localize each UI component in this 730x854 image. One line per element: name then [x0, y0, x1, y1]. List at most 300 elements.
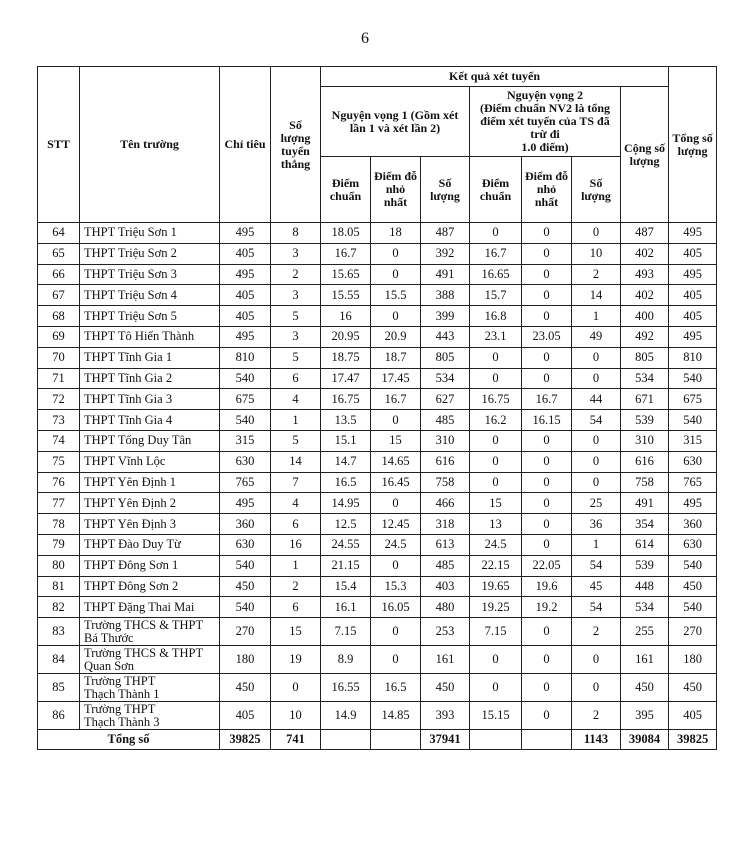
cell-nv1-cut: 15.55: [321, 285, 371, 306]
cell-nv2-count: 54: [572, 597, 621, 618]
totals-sum: 39084: [621, 730, 669, 750]
header-nv2-count: Số lượng: [572, 157, 621, 223]
cell-nv2-cut: 0: [470, 674, 522, 702]
school-name-line1: Trường THPT: [84, 701, 156, 716]
cell-nv2-count: 45: [572, 576, 621, 597]
cell-nv1-cut: 16.1: [321, 597, 371, 618]
cell-nv2-cut: 15: [470, 493, 522, 514]
cell-nv1-cut: 18.05: [321, 223, 371, 244]
cell-nv1-min: 16.05: [371, 597, 421, 618]
cell-stt: 72: [38, 389, 80, 410]
cell-total: 540: [669, 597, 717, 618]
cell-nv1-count: 399: [421, 306, 470, 327]
cell-nv2-min: 0: [522, 243, 572, 264]
cell-total: 405: [669, 702, 717, 730]
cell-quota: 540: [220, 368, 271, 389]
header-nv2-min: Điểm đỗ nhỏ nhất: [522, 157, 572, 223]
cell-nv1-min: 17.45: [371, 368, 421, 389]
header-nv2-line1: Nguyện vọng 2: [506, 88, 583, 102]
cell-direct: 4: [271, 493, 321, 514]
cell-nv1-count: 613: [421, 534, 470, 555]
cell-total: 675: [669, 389, 717, 410]
cell-direct: 5: [271, 347, 321, 368]
cell-stt: 68: [38, 306, 80, 327]
cell-sum: 450: [621, 674, 669, 702]
cell-quota: 405: [220, 702, 271, 730]
cell-stt: 82: [38, 597, 80, 618]
cell-quota: 405: [220, 306, 271, 327]
cell-nv1-count: 310: [421, 430, 470, 451]
cell-nv2-cut: 0: [470, 347, 522, 368]
cell-direct: 3: [271, 326, 321, 347]
cell-nv1-cut: 14.7: [321, 451, 371, 472]
cell-nv1-min: 18.7: [371, 347, 421, 368]
cell-nv2-min: 16.15: [522, 410, 572, 431]
cell-nv2-count: 49: [572, 326, 621, 347]
cell-nv1-count: 466: [421, 493, 470, 514]
cell-nv2-min: 0: [522, 646, 572, 674]
table-row: [38, 451, 717, 472]
header-grand-total: Tổng số lượng: [669, 67, 717, 223]
cell-nv2-count: 14: [572, 285, 621, 306]
cell-nv1-count: 491: [421, 264, 470, 285]
school-name-line2: Quan Sơn: [84, 658, 135, 673]
cell-nv1-count: 485: [421, 555, 470, 576]
totals-quota: 39825: [220, 730, 271, 750]
header-school: Tên trường: [80, 67, 220, 223]
cell-nv2-count: 10: [572, 243, 621, 264]
cell-nv1-cut: 18.75: [321, 347, 371, 368]
cell-nv1-cut: 20.95: [321, 326, 371, 347]
cell-nv1-count: 318: [421, 514, 470, 535]
cell-sum: 492: [621, 326, 669, 347]
cell-nv1-min: 16.7: [371, 389, 421, 410]
totals-nv2-cutoff: [470, 730, 522, 750]
cell-nv1-cut: 24.55: [321, 534, 371, 555]
cell-nv1-cut: 14.95: [321, 493, 371, 514]
cell-stt: 78: [38, 514, 80, 535]
cell-stt: 71: [38, 368, 80, 389]
cell-quota: 450: [220, 674, 271, 702]
cell-nv1-count: 480: [421, 597, 470, 618]
cell-nv2-min: 0: [522, 618, 572, 646]
cell-sum: 616: [621, 451, 669, 472]
cell-nv1-min: 12.45: [371, 514, 421, 535]
cell-direct: 5: [271, 306, 321, 327]
cell-quota: 630: [220, 451, 271, 472]
cell-nv2-cut: 13: [470, 514, 522, 535]
cell-direct: 4: [271, 389, 321, 410]
cell-direct: 6: [271, 368, 321, 389]
cell-nv2-cut: 16.7: [470, 243, 522, 264]
table-row: [38, 306, 717, 327]
header-nv2-cutoff: Điểm chuẩn: [470, 157, 522, 223]
cell-nv2-count: 54: [572, 410, 621, 431]
cell-nv2-min: 16.7: [522, 389, 572, 410]
cell-nv2-count: 0: [572, 451, 621, 472]
cell-stt: 69: [38, 326, 80, 347]
cell-nv2-cut: 24.5: [470, 534, 522, 555]
cell-stt: 75: [38, 451, 80, 472]
cell-nv2-cut: 23.1: [470, 326, 522, 347]
cell-nv2-cut: 16.2: [470, 410, 522, 431]
header-result: Kết quả xét tuyển: [321, 67, 669, 87]
cell-nv1-count: 392: [421, 243, 470, 264]
cell-school-name: THPT Tô Hiến Thành: [80, 326, 220, 347]
cell-nv1-min: 14.85: [371, 702, 421, 730]
cell-nv1-cut: 8.9: [321, 646, 371, 674]
cell-direct: 10: [271, 702, 321, 730]
cell-school-name: THPT Triệu Sơn 3: [80, 264, 220, 285]
cell-stt: 77: [38, 493, 80, 514]
cell-stt: 81: [38, 576, 80, 597]
cell-nv1-cut: 13.5: [321, 410, 371, 431]
cell-nv1-count: 403: [421, 576, 470, 597]
cell-nv2-min: 0: [522, 306, 572, 327]
cell-quota: 495: [220, 264, 271, 285]
totals-nv1-cutoff: [321, 730, 371, 750]
cell-stt: 67: [38, 285, 80, 306]
cell-stt: 84: [38, 646, 80, 674]
table-row: [38, 646, 717, 674]
table-row: [38, 264, 717, 285]
header-nv1: Nguyện vọng 1 (Gồm xét lần 1 và xét lần 2): [321, 87, 470, 157]
cell-nv2-count: 0: [572, 430, 621, 451]
table-row: [38, 618, 717, 646]
cell-nv2-cut: 16.8: [470, 306, 522, 327]
cell-nv2-min: 19.2: [522, 597, 572, 618]
cell-nv2-min: 0: [522, 347, 572, 368]
cell-quota: 495: [220, 223, 271, 244]
cell-direct: 14: [271, 451, 321, 472]
school-name-line2: Thạch Thành 1: [84, 686, 160, 701]
table-row: [38, 430, 717, 451]
cell-nv2-min: 0: [522, 702, 572, 730]
table-row: [38, 674, 717, 702]
cell-quota: 540: [220, 410, 271, 431]
cell-sum: 255: [621, 618, 669, 646]
cell-stt: 79: [38, 534, 80, 555]
cell-nv2-cut: 0: [470, 430, 522, 451]
cell-direct: 2: [271, 264, 321, 285]
cell-direct: 3: [271, 243, 321, 264]
cell-stt: 85: [38, 674, 80, 702]
cell-nv2-count: 54: [572, 555, 621, 576]
cell-stt: 64: [38, 223, 80, 244]
header-nv1-min: Điểm đỗ nhỏ nhất: [371, 157, 421, 223]
cell-school-name: [80, 702, 220, 730]
header-stt: STT: [38, 67, 80, 223]
admission-results-table: [37, 66, 717, 750]
cell-school-name: THPT Đông Sơn 2: [80, 576, 220, 597]
cell-nv2-count: 44: [572, 389, 621, 410]
cell-total: 405: [669, 306, 717, 327]
cell-total: 540: [669, 555, 717, 576]
cell-sum: 671: [621, 389, 669, 410]
totals-nv2-count: 1143: [572, 730, 621, 750]
cell-quota: 315: [220, 430, 271, 451]
cell-direct: 0: [271, 674, 321, 702]
cell-total: 495: [669, 326, 717, 347]
cell-nv2-min: 0: [522, 430, 572, 451]
cell-quota: 675: [220, 389, 271, 410]
totals-nv1-count: 37941: [421, 730, 470, 750]
cell-quota: 495: [220, 493, 271, 514]
cell-direct: 7: [271, 472, 321, 493]
cell-nv2-min: 23.05: [522, 326, 572, 347]
cell-nv2-cut: 22.15: [470, 555, 522, 576]
cell-direct: 1: [271, 410, 321, 431]
cell-sum: 534: [621, 368, 669, 389]
cell-nv2-cut: 0: [470, 451, 522, 472]
cell-nv1-cut: 16.55: [321, 674, 371, 702]
cell-total: 810: [669, 347, 717, 368]
cell-sum: 539: [621, 555, 669, 576]
school-name-line2: Bá Thước: [84, 630, 134, 645]
cell-nv2-count: 2: [572, 264, 621, 285]
cell-quota: 405: [220, 285, 271, 306]
cell-stt: 65: [38, 243, 80, 264]
cell-sum: 493: [621, 264, 669, 285]
cell-quota: 270: [220, 618, 271, 646]
cell-nv2-min: 19.6: [522, 576, 572, 597]
cell-nv1-cut: 21.15: [321, 555, 371, 576]
cell-nv2-count: 2: [572, 618, 621, 646]
cell-nv2-count: 36: [572, 514, 621, 535]
cell-total: 630: [669, 534, 717, 555]
table-row: [38, 514, 717, 535]
table-row: [38, 410, 717, 431]
cell-school-name: THPT Tĩnh Gia 2: [80, 368, 220, 389]
cell-direct: 16: [271, 534, 321, 555]
table-row: [38, 493, 717, 514]
cell-nv2-min: 0: [522, 674, 572, 702]
cell-nv1-min: 0: [371, 243, 421, 264]
cell-direct: 1: [271, 555, 321, 576]
cell-nv2-count: 0: [572, 223, 621, 244]
cell-nv1-count: 485: [421, 410, 470, 431]
cell-nv2-cut: 15.15: [470, 702, 522, 730]
cell-stt: 86: [38, 702, 80, 730]
cell-nv1-min: 0: [371, 410, 421, 431]
cell-direct: 2: [271, 576, 321, 597]
cell-total: 495: [669, 264, 717, 285]
cell-nv2-cut: 0: [470, 368, 522, 389]
cell-quota: 540: [220, 597, 271, 618]
cell-nv2-cut: 0: [470, 472, 522, 493]
cell-nv2-min: 0: [522, 493, 572, 514]
header-nv2-line3: 1.0 điểm): [521, 140, 569, 154]
cell-school-name: [80, 618, 220, 646]
cell-nv1-min: 15.3: [371, 576, 421, 597]
cell-nv2-cut: 16.65: [470, 264, 522, 285]
cell-nv1-cut: 15.65: [321, 264, 371, 285]
cell-school-name: THPT Vĩnh Lộc: [80, 451, 220, 472]
cell-school-name: THPT Tĩnh Gia 4: [80, 410, 220, 431]
cell-quota: 450: [220, 576, 271, 597]
cell-nv1-count: 450: [421, 674, 470, 702]
cell-nv1-cut: 12.5: [321, 514, 371, 535]
totals-direct: 741: [271, 730, 321, 750]
cell-nv1-count: 161: [421, 646, 470, 674]
cell-nv1-count: 253: [421, 618, 470, 646]
cell-nv2-count: 0: [572, 347, 621, 368]
cell-sum: 354: [621, 514, 669, 535]
header-direct: Số lượng tuyển thẳng: [271, 67, 321, 223]
table-row: [38, 243, 717, 264]
totals-nv2-min: [522, 730, 572, 750]
table-row: [38, 702, 717, 730]
cell-nv1-count: 388: [421, 285, 470, 306]
cell-nv2-min: 0: [522, 223, 572, 244]
cell-nv1-count: 534: [421, 368, 470, 389]
cell-nv2-min: 0: [522, 451, 572, 472]
page-number: 6: [361, 30, 369, 47]
cell-total: 180: [669, 646, 717, 674]
cell-nv1-count: 443: [421, 326, 470, 347]
cell-quota: 630: [220, 534, 271, 555]
cell-school-name: THPT Triệu Sơn 5: [80, 306, 220, 327]
cell-nv1-min: 0: [371, 493, 421, 514]
cell-nv2-count: 0: [572, 368, 621, 389]
cell-nv1-min: 0: [371, 306, 421, 327]
cell-nv1-cut: 16.75: [321, 389, 371, 410]
cell-nv1-count: 627: [421, 389, 470, 410]
table-row: [38, 347, 717, 368]
cell-direct: 8: [271, 223, 321, 244]
cell-school-name: THPT Yên Định 2: [80, 493, 220, 514]
cell-sum: 402: [621, 243, 669, 264]
cell-direct: 5: [271, 430, 321, 451]
cell-school-name: THPT Đặng Thai Mai: [80, 597, 220, 618]
cell-direct: 6: [271, 514, 321, 535]
cell-stt: 66: [38, 264, 80, 285]
cell-quota: 405: [220, 243, 271, 264]
cell-nv1-min: 16.45: [371, 472, 421, 493]
cell-nv2-min: 22.05: [522, 555, 572, 576]
header-nv1-cutoff: Điểm chuẩn: [321, 157, 371, 223]
cell-direct: 3: [271, 285, 321, 306]
cell-nv2-cut: 7.15: [470, 618, 522, 646]
cell-stt: 83: [38, 618, 80, 646]
cell-nv2-cut: 16.75: [470, 389, 522, 410]
cell-nv1-min: 0: [371, 264, 421, 285]
cell-sum: 758: [621, 472, 669, 493]
cell-sum: 534: [621, 597, 669, 618]
school-name-line2: Thạch Thành 3: [84, 714, 160, 729]
school-name-line1: Trường THCS & THPT: [84, 645, 204, 660]
cell-school-name: THPT Yên Định 3: [80, 514, 220, 535]
cell-nv2-count: 1: [572, 306, 621, 327]
table-row: [38, 285, 717, 306]
totals-total: 39825: [669, 730, 717, 750]
cell-nv1-cut: 16.5: [321, 472, 371, 493]
cell-school-name: THPT Đào Duy Từ: [80, 534, 220, 555]
cell-nv1-min: 15: [371, 430, 421, 451]
cell-nv1-count: 487: [421, 223, 470, 244]
cell-total: 495: [669, 223, 717, 244]
cell-stt: 74: [38, 430, 80, 451]
header-nv2: [470, 87, 621, 157]
cell-nv2-cut: 19.65: [470, 576, 522, 597]
table-row: [38, 534, 717, 555]
cell-sum: 448: [621, 576, 669, 597]
cell-nv1-min: 0: [371, 555, 421, 576]
cell-nv1-cut: 15.4: [321, 576, 371, 597]
cell-stt: 80: [38, 555, 80, 576]
cell-total: 630: [669, 451, 717, 472]
cell-total: 405: [669, 243, 717, 264]
table-row: [38, 472, 717, 493]
cell-sum: 539: [621, 410, 669, 431]
cell-school-name: [80, 646, 220, 674]
cell-quota: 495: [220, 326, 271, 347]
cell-nv1-cut: 17.47: [321, 368, 371, 389]
cell-total: 765: [669, 472, 717, 493]
cell-total: 540: [669, 410, 717, 431]
cell-total: 315: [669, 430, 717, 451]
table-row: [38, 597, 717, 618]
table-row: [38, 223, 717, 244]
cell-direct: 15: [271, 618, 321, 646]
cell-nv1-count: 758: [421, 472, 470, 493]
table-row: [38, 389, 717, 410]
cell-stt: 70: [38, 347, 80, 368]
cell-total: 405: [669, 285, 717, 306]
cell-nv2-min: 0: [522, 534, 572, 555]
cell-nv2-cut: 0: [470, 223, 522, 244]
cell-nv2-min: 0: [522, 368, 572, 389]
cell-quota: 180: [220, 646, 271, 674]
cell-direct: 19: [271, 646, 321, 674]
totals-row: [38, 730, 717, 750]
table-row: [38, 368, 717, 389]
cell-nv1-min: 16.5: [371, 674, 421, 702]
cell-nv2-count: 1: [572, 534, 621, 555]
cell-sum: 614: [621, 534, 669, 555]
cell-total: 495: [669, 493, 717, 514]
table-row: [38, 326, 717, 347]
cell-nv1-cut: 7.15: [321, 618, 371, 646]
cell-nv1-count: 393: [421, 702, 470, 730]
cell-nv1-cut: 15.1: [321, 430, 371, 451]
cell-nv1-cut: 16.7: [321, 243, 371, 264]
cell-stt: 76: [38, 472, 80, 493]
cell-sum: 161: [621, 646, 669, 674]
cell-nv1-min: 0: [371, 618, 421, 646]
cell-nv1-min: 20.9: [371, 326, 421, 347]
totals-nv1-min: [371, 730, 421, 750]
cell-school-name: [80, 674, 220, 702]
cell-quota: 765: [220, 472, 271, 493]
cell-nv1-cut: 16: [321, 306, 371, 327]
table-row: [38, 555, 717, 576]
cell-total: 450: [669, 576, 717, 597]
cell-nv1-cut: 14.9: [321, 702, 371, 730]
cell-nv1-min: 24.5: [371, 534, 421, 555]
header-nv2-line2: (Điểm chuẩn NV2 là tổng điểm xét tuyển của TS đã trừ đi: [479, 101, 610, 141]
cell-school-name: THPT Triệu Sơn 2: [80, 243, 220, 264]
cell-nv2-count: 0: [572, 674, 621, 702]
cell-direct: 6: [271, 597, 321, 618]
cell-sum: 487: [621, 223, 669, 244]
cell-sum: 395: [621, 702, 669, 730]
cell-nv2-min: 0: [522, 285, 572, 306]
cell-school-name: THPT Tĩnh Gia 3: [80, 389, 220, 410]
cell-school-name: THPT Triệu Sơn 1: [80, 223, 220, 244]
cell-nv2-cut: 19.25: [470, 597, 522, 618]
cell-sum: 310: [621, 430, 669, 451]
